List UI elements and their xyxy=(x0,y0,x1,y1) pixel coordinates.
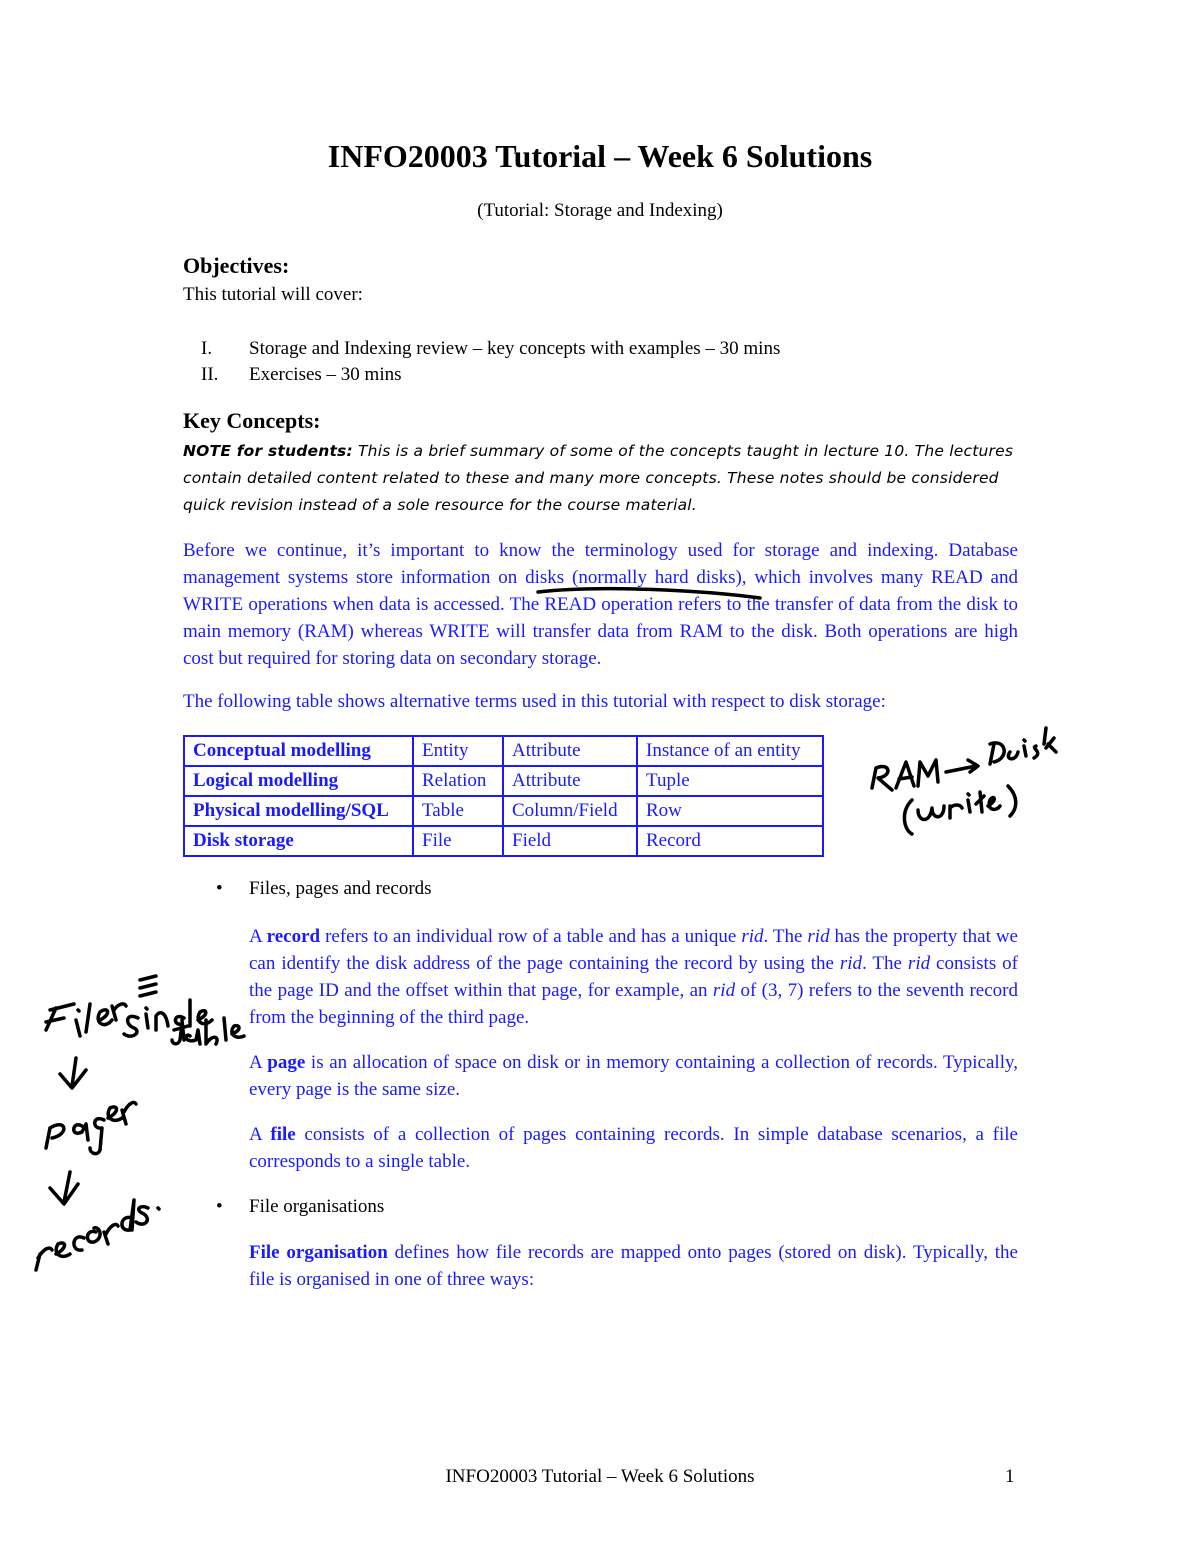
objectives-heading: Objectives: xyxy=(183,253,290,278)
table-cell: Relation xyxy=(413,766,503,796)
table-cell: Row xyxy=(637,796,823,826)
bullet-dot: • xyxy=(216,1196,223,1217)
table-cell: File xyxy=(413,826,503,856)
bullet-dot: • xyxy=(216,878,223,899)
table-row-header: Logical modelling xyxy=(184,766,413,796)
record-definition: A record refers to an individual row of a table and has a unique rid. The rid has the property that we can identify the disk address of the page containing the record by using the rid. The rid consists of the page ID and the offset within that page, for example, an rid of (3, 7) refers to the seventh record from the beginning of the third page. xyxy=(249,926,1019,1028)
table-cell: Table xyxy=(413,796,503,826)
file-organisation-definition: File organisation defines how file records are mapped onto pages (stored on disk). Typically, the file is organised in one of three ways: xyxy=(249,1242,1018,1290)
terminology-paragraph: Before we continue, it’s important to know the terminology used for storage and indexing. Database management systems store information on disks (normally hard disks), which involves many READ and WRITE operations when data is accessed. The READ operation refers to the transfer of data from the disk to main memory (RAM) whereas WRITE will transfer data from RAM to the disk. Both operations are high cost but required for storing data on secondary storage. xyxy=(183,540,1018,669)
table-row-header: Disk storage xyxy=(184,826,413,856)
table-row-header: Physical modelling/SQL xyxy=(184,796,413,826)
handwritten-ram-disk-note xyxy=(872,728,1056,834)
objective-text: Exercises – 30 mins xyxy=(249,364,402,385)
key-concepts-heading: Key Concepts: xyxy=(183,408,321,433)
page-subtitle: (Tutorial: Storage and Indexing) xyxy=(477,200,723,221)
table-cell: Attribute xyxy=(503,736,637,766)
page-definition: A page is an allocation of space on disk or in memory containing a collection of records. Typically, every page is the same size. xyxy=(249,1052,1018,1100)
objective-number: II. xyxy=(201,364,219,385)
table-cell: Tuple xyxy=(637,766,823,796)
footer-text: INFO20003 Tutorial – Week 6 Solutions xyxy=(445,1466,755,1487)
objective-text: Storage and Indexing review – key concepts with examples – 30 mins xyxy=(249,338,781,359)
table-cell: Instance of an entity xyxy=(637,736,823,766)
term-page: page xyxy=(267,1052,306,1073)
note-text: This is a brief summary of some of the concepts taught in lecture 10. The lectures contain detailed content related to these and many more concepts. These notes should be considered quick revision instead of a sole resource for the course material. xyxy=(183,442,1014,514)
table-cell: Record xyxy=(637,826,823,856)
table-cell: Entity xyxy=(413,736,503,766)
table-cell: Column/Field xyxy=(503,796,637,826)
objectives-intro: This tutorial will cover: xyxy=(183,284,363,305)
handwritten-underline xyxy=(538,589,760,598)
table-cell: Field xyxy=(503,826,637,856)
term-file: file xyxy=(270,1124,296,1145)
bullet-text: File organisations xyxy=(249,1196,385,1217)
term-file-organisation: File organisation xyxy=(249,1242,388,1263)
objective-number: I. xyxy=(201,338,213,359)
bullet-text: Files, pages and records xyxy=(249,878,432,899)
page-title: INFO20003 Tutorial – Week 6 Solutions xyxy=(327,138,873,174)
page-number: 1 xyxy=(1005,1466,1015,1487)
term-record: record xyxy=(266,926,321,947)
table-intro: The following table shows alternative terms used in this tutorial with respect to disk storage: xyxy=(183,691,886,712)
handwritten-files-note xyxy=(36,976,244,1270)
note-label: NOTE for students: xyxy=(183,442,353,460)
table-cell: Attribute xyxy=(503,766,637,796)
file-definition: A file consists of a collection of pages containing records. In simple database scenarios, a file corresponds to a single table. xyxy=(249,1124,1018,1172)
table-row-header: Conceptual modelling xyxy=(184,736,413,766)
